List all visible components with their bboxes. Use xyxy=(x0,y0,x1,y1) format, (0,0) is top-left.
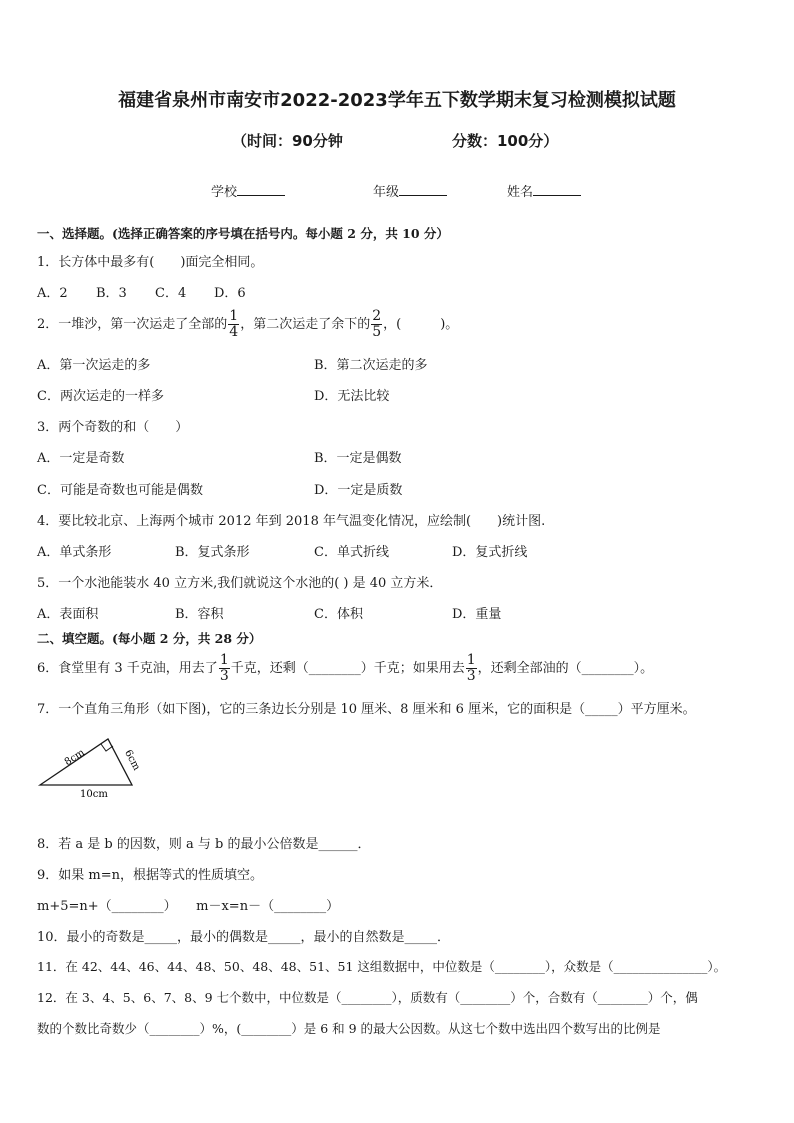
right-triangle-figure xyxy=(34,735,154,801)
question-9: 9．如果 m=n，根据等式的性质填空。 xyxy=(37,868,263,883)
question-8: 8．若 a 是 b 的因数，则 a 与 b 的最小公倍数是______． xyxy=(37,837,371,852)
q1-option-a[interactable]: A．2 xyxy=(37,286,68,301)
section1-heading: 一、选择题。(选择正确答案的序号填在括号内。每小题 2 分，共 10 分） xyxy=(37,226,449,241)
q1-option-d[interactable]: D．6 xyxy=(214,286,246,301)
q3-option-b[interactable]: B．一定是偶数 xyxy=(314,451,402,466)
q6-prefix: 6．食堂里有 3 千克油，用去了 xyxy=(37,661,218,676)
q4-option-d[interactable]: D．复式折线 xyxy=(452,545,528,560)
q2-middle: ，第二次运走了余下的 xyxy=(240,317,371,332)
grade-blank[interactable] xyxy=(399,184,447,196)
question-7: 7．一个直角三角形（如下图)，它的三条边长分别是 10 厘米、8 厘米和 6 厘米，它的面积是（_____）平方厘米。 xyxy=(37,702,696,717)
grade-field xyxy=(373,181,447,200)
q6-suffix: ，还剩全部油的（________）。 xyxy=(477,661,654,676)
q6-fraction-1: $\frac{1}{3}$ xyxy=(219,652,229,684)
question-3: 3．两个奇数的和（ ） xyxy=(37,420,189,435)
question-10: 10．最小的奇数是_____，最小的偶数是_____，最小的自然数是_____． xyxy=(37,930,451,945)
question-6 xyxy=(37,650,653,688)
question-5: 5．一个水池能装水 40 立方米,我们就说这个水池的( ) 是 40 立方米． xyxy=(37,576,443,591)
q5-option-c[interactable]: C．体积 xyxy=(314,607,363,622)
q3-option-a[interactable]: A．一定是奇数 xyxy=(37,451,125,466)
q4-option-b[interactable]: B．复式条形 xyxy=(175,545,250,560)
q1-option-b[interactable]: B．3 xyxy=(96,286,127,301)
exam-score: 分数：100分） xyxy=(452,132,559,150)
q4-option-a[interactable]: A．单式条形 xyxy=(37,545,112,560)
q4-option-c[interactable]: C．单式折线 xyxy=(314,545,389,560)
question-12-line-2: 数的个数比奇数少（________）%，(________）是 6 和 9 的最大公因数。从这七个数中选出四个数写出的比例是 xyxy=(37,1021,661,1036)
q2-option-b[interactable]: B．第二次运走的多 xyxy=(314,358,428,373)
q2-option-d[interactable]: D．无法比较 xyxy=(314,389,390,404)
name-label: 姓名 xyxy=(507,185,534,200)
school-field xyxy=(211,181,285,200)
side-label-8cm: 8cm xyxy=(62,747,87,769)
exam-time: （时间：90分钟 xyxy=(232,132,343,150)
question-11: 11．在 42、44、46、44、48、50、48、48、51、51 这组数据中，中位数是（________），众数是（_______________）。 xyxy=(37,959,727,974)
page-title: 福建省泉州市南安市2022-2023学年五下数学期末复习检测模拟试题 xyxy=(118,90,676,111)
name-blank[interactable] xyxy=(533,184,581,196)
q3-option-d[interactable]: D．一定是质数 xyxy=(314,483,403,498)
q2-option-a[interactable]: A．第一次运走的多 xyxy=(37,358,151,373)
q2-prefix: 2．一堆沙，第一次运走了全部的 xyxy=(37,317,228,332)
q1-option-c[interactable]: C．4 xyxy=(155,286,187,301)
side-label-6cm: 6cm xyxy=(122,748,142,773)
question-4: 4．要比较北京、上海两个城市 2012 年到 2018 年气温变化情况，应绘制( )统计图. xyxy=(37,514,546,529)
question-1: 1．长方体中最多有( )面完全相同。 xyxy=(37,255,264,270)
triangle-shape xyxy=(40,739,132,785)
q2-suffix: ，( )。 xyxy=(383,317,459,332)
q5-option-a[interactable]: A．表面积 xyxy=(37,607,99,622)
question-12-line-1: 12．在 3、4、5、6、7、8、9 七个数中，中位数是（________），质数有（________）个，合数有（________）个，偶 xyxy=(37,990,698,1005)
q5-option-d[interactable]: D．重量 xyxy=(452,607,502,622)
section2-heading: 二、填空题。(每小题 2 分，共 28 分） xyxy=(37,631,262,646)
side-label-10cm: 10cm xyxy=(80,789,108,800)
q2-fraction-1: $\frac{1}{4}$ xyxy=(229,308,239,340)
school-label: 学校 xyxy=(211,185,238,200)
name-field xyxy=(507,181,581,200)
question-2 xyxy=(37,306,458,344)
question-9-equations: m+5=n+（________） m－x=n－（________） xyxy=(37,899,340,914)
school-blank[interactable] xyxy=(237,184,285,196)
q3-option-c[interactable]: C．可能是奇数也可能是偶数 xyxy=(37,483,203,498)
grade-label: 年级 xyxy=(373,185,400,200)
q5-option-b[interactable]: B．容积 xyxy=(175,607,224,622)
q2-fraction-2: $\frac{2}{5}$ xyxy=(372,308,382,340)
q2-option-c[interactable]: C．两次运走的一样多 xyxy=(37,389,164,404)
q6-fraction-2: $\frac{1}{3}$ xyxy=(466,652,476,684)
q6-middle: 千克，还剩（________）千克；如果用去 xyxy=(230,661,465,676)
